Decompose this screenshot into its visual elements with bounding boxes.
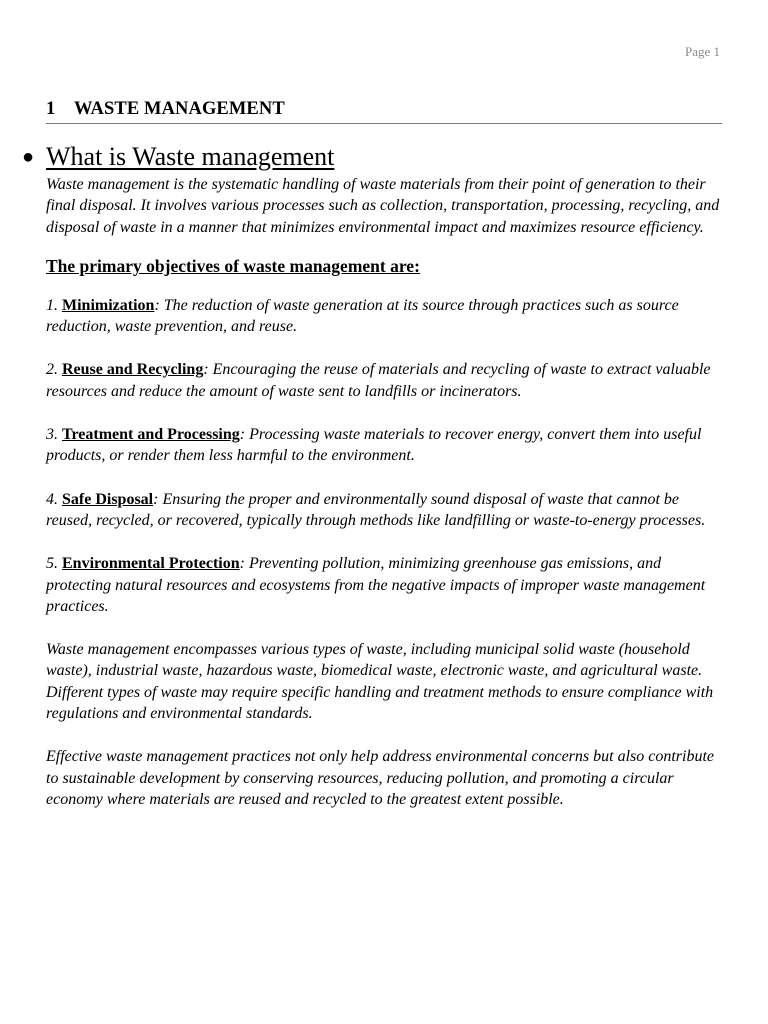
objective-item-4 [46, 489, 726, 532]
objective-text: : Preventing pollution, minimizing greenhouse gas emissions, and protecting natural resources and ecosystems from the negative impacts of improper waste management practices. [46, 555, 706, 615]
objective-text: : Encouraging the reuse of materials and recycling of waste to extract valuable resources and reduce the amount of waste sent to landfills or incinerators. [46, 361, 711, 400]
objective-number: 3. [46, 426, 62, 444]
waste-types-paragraph: Waste management encompasses various types of waste, including municipal solid waste (household waste), industrial waste, hazardous waste, biomedical waste, electronic waste, and agricultural waste. Different types of waste may require specific handling and treatment methods to ensure compliance with regulations and environmental standards. [46, 641, 714, 723]
section-number: 1 [46, 99, 56, 119]
objective-number: 5. [46, 555, 62, 573]
document-body [22, 140, 726, 810]
objective-text: : Ensuring the proper and environmentally sound disposal of waste that cannot be reused, recycled, or recovered, typically through methods like landfilling or waste-to-energy processes. [46, 490, 706, 529]
objectives-heading: The primary objectives of waste management are: [46, 255, 420, 276]
page-number: Page 1 [684, 44, 720, 59]
effective-practices-paragraph: Effective waste management practices not only help address environmental concerns but also contribute to sustainable development by conserving resources, reducing pollution, and promoting a circular economy where materials are reused and recycled to the greatest extent possible. [46, 748, 715, 808]
objective-text: : Processing waste materials to recover energy, convert them into useful products, or render them less harmful to the environment. [46, 426, 702, 465]
objective-number: 4. [46, 490, 62, 508]
objective-number: 1. [46, 296, 62, 314]
section-heading [46, 99, 722, 124]
objective-number: 2. [46, 361, 62, 379]
objective-item-5 [46, 553, 726, 617]
objective-term: Treatment and Processing [62, 426, 240, 444]
objective-item-3 [46, 424, 726, 467]
bullet-heading-text: What is Waste management [46, 142, 335, 171]
bullet-heading [22, 140, 726, 174]
objective-term: Reuse and Recycling [62, 361, 204, 379]
objective-term: Safe Disposal [62, 490, 154, 508]
objective-item-1 [46, 295, 726, 338]
intro-paragraph: Waste management is the systematic handling of waste materials from their point of generation to their final disposal. It involves various processes such as collection, transportation, processing, recycling, and disposal of waste in a manner that minimizes environmental impact and maximizes resource efficiency. [46, 176, 720, 236]
objective-term: Environmental Protection [62, 555, 240, 573]
objective-text: : The reduction of waste generation at its source through practices such as source reduction, waste prevention, and reuse. [46, 296, 679, 336]
section-title: WASTE MANAGEMENT [74, 99, 285, 119]
objective-item-2 [46, 359, 726, 402]
objective-term: Minimization [62, 296, 155, 314]
bullet-dot-icon: ● [22, 146, 35, 168]
